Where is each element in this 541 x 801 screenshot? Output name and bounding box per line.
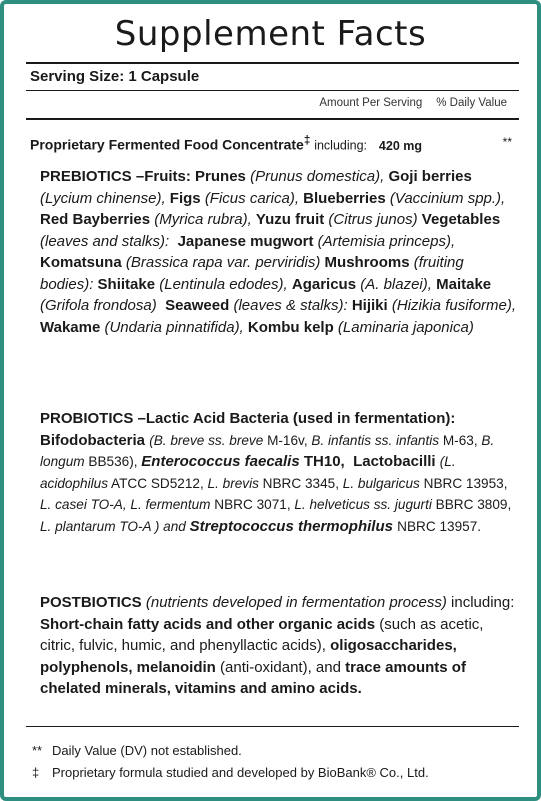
header-rule <box>26 118 519 120</box>
strep-label: Streptococcus thermophilus <box>189 517 393 535</box>
vegetable-name: Japanese mugwort <box>177 232 314 250</box>
postbiotics-including: including: <box>451 594 515 611</box>
dv-symbol: ** <box>32 743 43 758</box>
vegetable-latin: (Artemisia princeps), <box>317 232 456 250</box>
postbiotics-note: (nutrients developed in fermentation process) <box>145 594 447 611</box>
dv-text: Daily Value (DV) not established. <box>52 743 242 758</box>
panel-title: Supplement Facts <box>114 14 427 54</box>
bifido-detail: B. longum <box>40 432 495 469</box>
bifido-detail: B. infantis ss. infantis <box>311 432 440 448</box>
mushroom-name: Maitake <box>436 275 492 293</box>
mushrooms-label: Mushrooms <box>324 254 410 271</box>
footer-rule <box>26 726 519 727</box>
amount-per-serving-label: Amount Per Serving <box>319 97 423 109</box>
fruit-name: Prunes <box>195 168 246 185</box>
fruit-name: Blueberries <box>303 189 386 207</box>
lacto-species: (L. acidophilus <box>40 454 456 491</box>
vegetables-note: (leaves and stalks): <box>40 232 170 250</box>
dagger-text: Proprietary formula studied and developed by BioBank® Co., Ltd. <box>52 765 429 780</box>
probiotics-subheading: –Lactic Acid Bacteria (used in fermentation): <box>137 410 456 427</box>
bifido-strain: BB536), <box>88 454 138 469</box>
seaweed-note: (leaves & stalks): <box>233 297 348 314</box>
dagger-symbol: ‡ <box>32 765 40 780</box>
fruit-name: Figs <box>169 189 201 207</box>
footnote-dv <box>32 743 242 758</box>
seaweed-latin: (Laminaria japonica) <box>337 318 474 336</box>
trace-text: trace amounts of chelated minerals, vitamins and amino acids. <box>40 658 466 697</box>
lacto-species: L. casei TO-A, L. fermentum <box>40 497 211 512</box>
strep-strain: NBRC 13957. <box>397 518 482 534</box>
fruit-latin: (Lycium chinense), <box>40 189 166 207</box>
dagger-mark: ‡ <box>303 134 311 147</box>
seaweed-latin: (Hizikia fusiforme), <box>391 297 517 314</box>
ingredient-dv: ** <box>502 135 512 149</box>
daily-value-label: % Daily Value <box>436 97 507 109</box>
serving-rule <box>26 90 519 91</box>
column-header <box>305 97 507 109</box>
lacto-label: Lactobacilli <box>353 453 436 470</box>
fruit-name: Yuzu fruit <box>255 211 325 228</box>
postbiotics-section <box>40 592 520 700</box>
mushroom-latin: (A. blazei), <box>360 275 432 293</box>
vegetable-name: Komatsuna <box>40 254 122 271</box>
mushrooms-note: (fruiting bodies): <box>40 254 464 293</box>
entero-strain: TH10, <box>303 453 345 470</box>
lacto-species: L. plantarum TO-A ) and <box>40 518 186 534</box>
ingredient-name: Proprietary Fermented Food Concentrate <box>30 136 304 153</box>
scfa-note: (such as acetic, citric, fulvic, humic, and phenyllactic acids), <box>40 615 484 654</box>
fruit-name: Goji berries <box>388 168 472 185</box>
ingredient-amount: 420 mg <box>378 138 423 153</box>
seaweed-name: Wakame <box>40 318 101 336</box>
prebiotics-heading: PREBIOTICS <box>40 168 132 185</box>
vegetable-latin: (Brassica rapa var. perviridis) <box>125 254 321 271</box>
seaweed-latin: (Undaria pinnatifida), <box>104 318 244 336</box>
bifido-label: Bifodobacteria <box>40 431 146 449</box>
bifido-strain: M-16v, <box>267 432 308 448</box>
vegetables-label: Vegetables <box>421 211 501 228</box>
lacto-strain: NBRC 3345, <box>262 475 339 491</box>
fruit-name: Red Bayberries <box>40 211 151 228</box>
mushroom-name: Shiitake <box>97 275 156 293</box>
probiotics-heading: PROBIOTICS <box>40 410 134 427</box>
lacto-strain: BBRC 3809, <box>435 497 512 512</box>
prebiotics-section <box>40 166 520 338</box>
scfa-text: Short-chain fatty acids and other organic acids <box>40 615 376 633</box>
mushroom-latin: (Grifola frondosa) <box>40 297 157 314</box>
mushroom-name: Agaricus <box>291 275 357 293</box>
serving-size: Serving Size: 1 Capsule <box>30 68 200 85</box>
oligo-note: (anti-oxidant), and <box>220 658 341 676</box>
fruit-latin: (Myrica rubra), <box>154 211 252 228</box>
seaweed-name: Hijiki <box>351 297 388 314</box>
postbiotics-heading: POSTBIOTICS <box>40 594 142 611</box>
fruits-label: –Fruits: <box>135 168 191 185</box>
fruit-latin: (Ficus carica), <box>204 189 299 207</box>
lacto-species: L. brevis <box>207 475 259 491</box>
fruit-latin: (Citrus junos) <box>328 211 418 228</box>
footnote-dagger <box>32 765 429 780</box>
seaweed-name: Kombu kelp <box>247 318 334 336</box>
mushroom-latin: (Lentinula edodes), <box>159 275 288 293</box>
ingredient-including: including: <box>314 138 368 153</box>
lacto-species: L. bulgaricus <box>342 475 420 491</box>
bifido-detail: (B. breve ss. breve <box>149 432 264 448</box>
bifido-strain: M-63, <box>442 432 478 448</box>
entero-label: Enterococcus faecalis <box>141 453 300 470</box>
title-rule <box>26 62 519 64</box>
lacto-strain: ATCC SD5212, <box>111 475 204 491</box>
fruit-latin: (Vaccinium spp.), <box>389 189 506 207</box>
fruit-latin: (Prunus domestica), <box>250 168 385 185</box>
lacto-strain: NBRC 3071, <box>214 497 291 512</box>
seaweed-label: Seaweed <box>165 297 230 314</box>
lacto-species: L. helveticus ss. jugurti <box>294 497 432 512</box>
lacto-strain: NBRC 13953, <box>423 475 508 491</box>
ingredient-row <box>30 134 520 153</box>
probiotics-section <box>40 408 520 537</box>
oligo-text: oligosaccharides, polyphenols, melanoidin <box>40 637 457 676</box>
